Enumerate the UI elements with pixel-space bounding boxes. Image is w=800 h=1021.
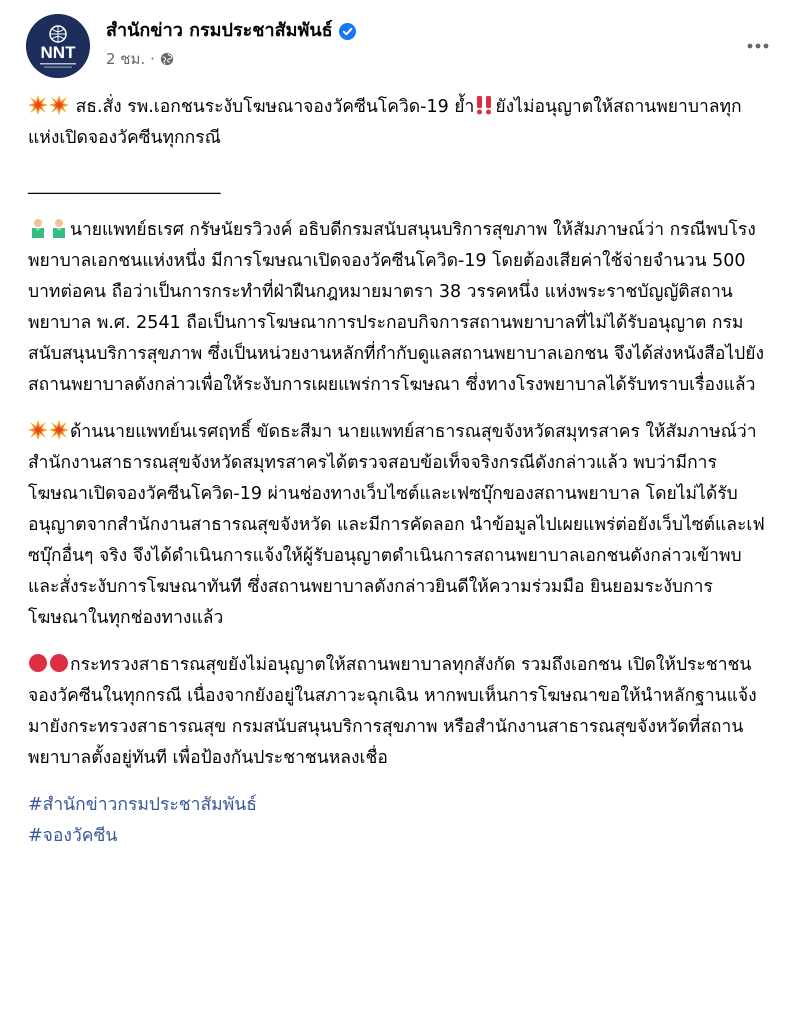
paragraph-2 [28,417,772,634]
headline-text-a: สธ.สั่ง รพ.เอกชนระงับโฆษณาจองวัคซีนโควิด-19 ย้ำ [75,97,475,117]
paragraph-1 [28,215,772,401]
post-time[interactable]: 2 ชม. [106,50,146,68]
page-avatar[interactable] [26,14,90,78]
avatar-text: NNT [40,43,76,62]
nnt-logo-icon [26,14,90,78]
red-circle-emoji [28,653,48,673]
divider: ______________________ [28,175,221,195]
paragraph-1-text: นายแพทย์ธเรศ กรัษนัยรวิวงค์ อธิบดีกรมสนับสนุนบริการสุขภาพ ให้สัมภาษณ์ว่า กรณีพบโรงพยาบาลเอกชนแห่งหนึ่ง มีการโฆษณาเปิดจองวัคซีนโควิด-19 โดยต้องเสียค่าใช้จ่ายจำนวน 500 บาทต่อคน ถือว่าเป็นการกระทำที่ฝ่าฝืนกฎหมายมาตรา 38 วรรคหนึ่ง แห่งพระราชบัญญัติสถานพยาบาล พ.ศ. 2541 ถือเป็นการโฆษณาการประกอบกิจการสถานพยาบาลที่ไม่ได้รับอนุญาต กรมสนับสนุนบริการสุขภาพ ซึ่งเป็นหน่วยงานหลักที่กำกับดูแลสถานพยาบาลเอกชน จึงได้ส่งหนังสือไปยังสถานพยาบาลดังกล่าวเพื่อให้ระงับการเผยแพร่การโฆษณา ซึ่งทางโรงพยาบาลได้รับทราบเรื่องแล้ว [28,220,765,395]
collision-emoji [49,420,69,440]
hashtag-link[interactable]: #จองวัคซีน [28,826,118,846]
paragraph-3 [28,650,772,774]
collision-emoji [28,95,48,115]
page-name[interactable] [106,18,356,44]
meta-separator: · [150,50,155,68]
post-body [28,92,772,852]
hashtag-link[interactable]: #สำนักข่าวกรมประชาสัมพันธ์ [28,795,257,815]
red-circle-emoji [49,653,69,673]
health-worker-emoji [28,218,48,238]
paragraph-3-text: กระทรวงสาธารณสุขยังไม่อนุญาตให้สถานพยาบาลทุกสังกัด รวมถึงเอกชน เปิดให้ประชาชนจองวัคซีนในทุกกรณี เนื่องจากยังอยู่ในสภาวะฉุกเฉิน หากพบเห็นการโฆษณาขอให้นำหลักฐานแจ้งมายังกระทรวงสาธารณสุข กรมสนับสนุนบริการสุขภาพ หรือสำนักงานสาธารณสุขจังหวัดที่สถานพยาบาลตั้งอยู่ทันที เพื่อป้องกันประชาชนหลงเชื่อ [28,655,757,768]
paragraph-2-text: ด้านนายแพทย์นเรศฤทธิ์ ขัดธะสีมา นายแพทย์สาธารณสุขจังหวัดสมุทรสาคร ให้สัมภาษณ์ว่า สำนักงานสาธารณสุขจังหวัดสมุทรสาครได้ตรวจสอบข้อเท็จจริงกรณีดังกล่าวแล้ว พบว่ามีการโฆษณาเปิดจองวัคซีนโควิด-19 ผ่านช่องทางเว็บไซต์และเฟซบุ๊กของสถานพยาบาล โดยไม่ได้รับอนุญาตจากสำนักงานสาธารณสุขจังหวัด และมีการคัดลอก นำข้อมูลไปเผยแพร่ต่อยังเว็บไซต์และเฟซบุ๊กอื่นๆ จริง จึงได้ดำเนินการแจ้งให้ผู้รับอนุญาตดำเนินการสถานพยาบาลเอกชนดังกล่าวเข้าพบ และสั่งระงับการโฆษณาทันที ซึ่งสถานพยาบาลดังกล่าวยินดีให้ความร่วมมือ ยินยอมระงับการโฆษณาในทุกช่องทางแล้ว [28,422,765,628]
more-options-button[interactable] [740,28,776,64]
collision-emoji [49,95,69,115]
post-meta [106,49,174,69]
double-exclamation-emoji [474,95,494,115]
verified-badge-icon [339,23,356,40]
more-options-icon [746,42,770,50]
health-worker-emoji [49,218,69,238]
post-header [26,14,776,78]
globe-icon[interactable] [160,52,174,66]
headline [28,92,772,154]
headline-text-b: ยังไม่อนุญาตให้สถานพยาบาลทุกแห่งเปิดจองวัคซีนทุกกรณี [28,97,742,148]
collision-emoji [28,420,48,440]
hashtag-list [28,790,772,852]
page-name-text[interactable]: สำนักข่าว กรมประชาสัมพันธ์ [106,20,333,41]
